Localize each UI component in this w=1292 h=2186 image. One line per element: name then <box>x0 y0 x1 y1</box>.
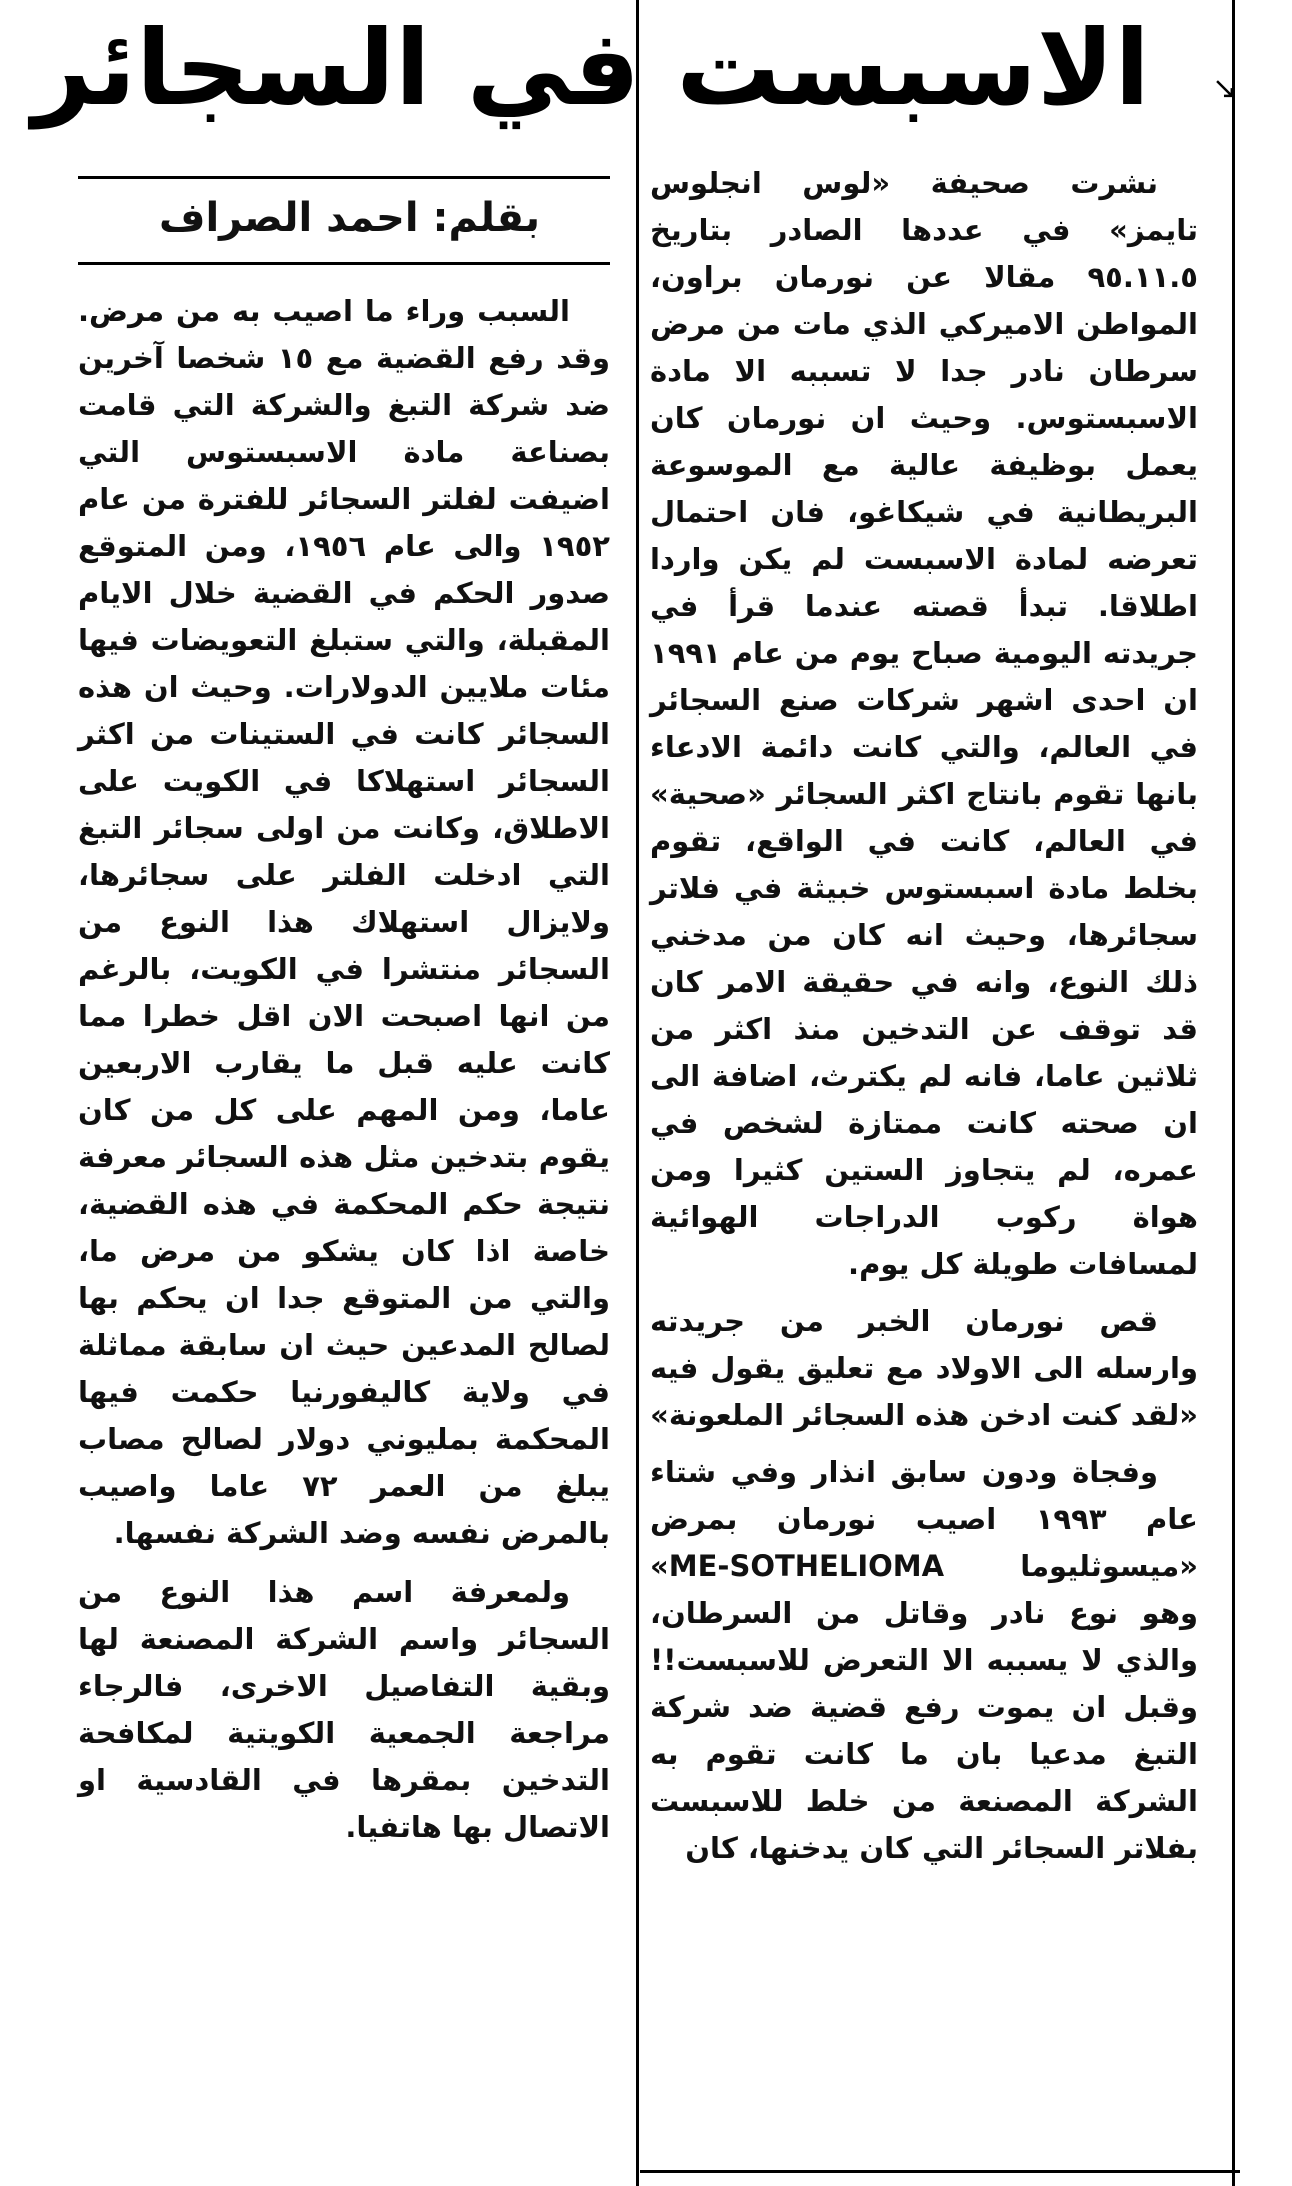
paragraph: نشرت صحيفة «لوس انجلوس تايمز» في عددها الصادر بتاريخ ٩٥.١١.٥ مقالا عن نورمان براون، المواطن الاميركي الذي مات من مرض سرطان نادر جدا لا تسببه الا مادة الاسبستوس. وحيث ان نورمان كان يعمل بوظيفة عالية مع الموسوعة البريطانية في شيكاغو، فان احتمال تعرضه لمادة الاسبست لم يكن واردا اطلاقا. تبدأ قصته عندما قرأ في جريدته اليومية صباح يوم من عام ١٩٩١ ان احدى اشهر شركات صنع السجائر في العالم، والتي كانت دائمة الادعاء بانها تقوم بانتاج اكثر السجائر «صحية» في العالم، كانت في الواقع، تقوم بخلط مادة اسبستوس خبيثة في فلاتر سجائرها، وحيث انه كان من مدخني ذلك النوع، وانه في حقيقة الامر كان قد توقف عن التدخين منذ اكثر من ثلاثين عاما، فانه لم يكترث، اضافة الى ان صحته كانت ممتازة لشخص في عمره، لم يتجاوز الستين كثيرا ومن هواة ركوب الدراجات الهوائية لمسافات طويلة كل يوم. <box>650 166 1198 1281</box>
article-column-right <box>650 160 1198 1872</box>
bottom-rule <box>640 2170 1240 2173</box>
headline: الاسبست في السجائر <box>32 7 1150 129</box>
column-divider <box>636 0 639 2186</box>
byline: بقلم: احمد الصراف <box>158 195 540 241</box>
article-column-left <box>78 288 610 1851</box>
paragraph: السبب وراء ما اصيب به من مرض. وقد رفع القضية مع ١٥ شخصا آخرين ضد شركة التبغ والشركة التي قامت بصناعة مادة الاسبستوس التي اضيفت لفلتر السجائر للفترة من عام ١٩٥٢ والى عام ١٩٥٦، ومن المتوقع صدور الحكم في القضية خلال الايام المقبلة، والتي ستبلغ التعويضات فيها مئات ملايين الدولارات. وحيث ان هذه السجائر كانت في الستينات من اكثر السجائر استهلاكا في الكويت على الاطلاق، وكانت من اولى سجائر التبغ التي ادخلت الفلتر على سجائرها، ولايزال استهلاك هذا النوع من السجائر منتشرا في الكويت، بالرغم من انها اصبحت الان اقل خطرا مما كانت عليه قبل ما يقارب الاربعين عاما، ومن المهم على كل من كان يقوم بتدخين مثل هذه السجائر معرفة نتيجة حكم المحكمة في هذه القضية، خاصة اذا كان يشكو من مرض ما، والتي من المتوقع جدا ان يحكم بها لصالح المدعين حيث ان سابقة مماثلة في ولاية كاليفورنيا حكمت فيها المحكمة بمليوني دولار لصالح مصاب يبلغ من العمر ٧٢ عاما واصيب بالمرض نفسه وضد الشركة نفسها. <box>78 294 610 1550</box>
margin-arrow-icon: ↘ <box>1212 71 1238 106</box>
page-edge-rule <box>1232 0 1235 2186</box>
paragraph: قص نورمان الخبر من جريدته وارسله الى الاولاد مع تعليق يقول فيه «لقد كنت ادخن هذه السجائر الملعونة» <box>650 1304 1198 1432</box>
paragraph: ولمعرفة اسم هذا النوع من السجائر واسم الشركة المصنعة لها وبقية التفاصيل الاخرى، فالرجاء مراجعة الجمعية الكويتية لمكافحة التدخين بمقرها في القادسية او الاتصال بها هاتفيا. <box>78 1575 610 1844</box>
paragraph: وفجاة ودون سابق انذار وفي شتاء عام ١٩٩٣ اصيب نورمان بمرض «ميسوثليوما ME-SOTHELIOMA» وهو نوع نادر وقاتل من السرطان، والذي لا يسببه الا التعرض للاسبست!! وقبل ان يموت رفع قضية ضد شركة التبغ مدعيا بان ما كانت تقوم به الشركة المصنعة من خلط للاسبست بفلاتر السجائر التي كان يدخنها، كان <box>650 1455 1198 1865</box>
byline-rule-top <box>78 176 610 179</box>
byline-rule-bottom <box>78 262 610 265</box>
